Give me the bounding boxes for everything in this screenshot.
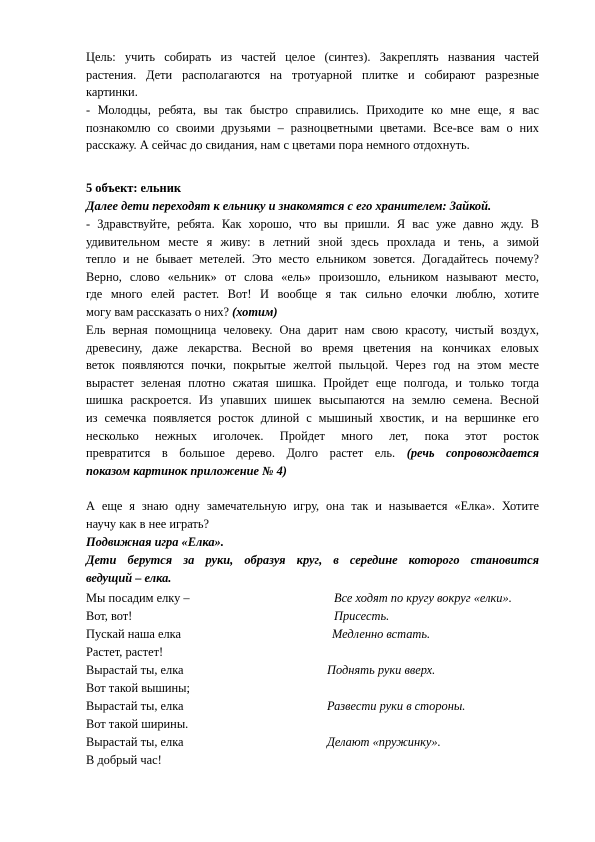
game-row xyxy=(86,752,546,770)
game-row xyxy=(86,590,546,608)
text-line: где много елей растет. Вот! И вообще я так сильно елочки люблю, хотите xyxy=(86,287,539,302)
verse-line: В добрый час! xyxy=(86,753,162,767)
verse-line: Вырастай ты, елка xyxy=(86,699,184,713)
text-line: картинки. xyxy=(86,85,138,100)
game-row xyxy=(86,662,546,680)
game-instructions xyxy=(86,552,539,587)
text-line: - Молодцы, ребята, вы так быстро справились. Приходите ко мне еще, я вас xyxy=(86,103,539,117)
text-line: шишка раскроется. Из упавших шишек высыпаются на землю семена. Весной xyxy=(86,393,539,408)
section-title: 5 объект: ельник xyxy=(86,181,181,195)
game-row xyxy=(86,608,546,626)
verse-line: Вот такой вышины; xyxy=(86,681,190,695)
farewell-paragraph xyxy=(86,102,539,155)
verse-line: Мы посадим елку – xyxy=(86,591,190,605)
text-line xyxy=(86,304,539,322)
action-line: Присесть. xyxy=(334,609,390,623)
action-line: Все ходят по кругу вокруг «елки». xyxy=(334,591,512,605)
action-line: Делают «пружинку». xyxy=(327,735,441,749)
text-line: Дети берутся за руки, образуя круг, в середине которого становится xyxy=(86,553,539,567)
verse-line: Растет, растет! xyxy=(86,645,164,659)
game-title: Подвижная игра «Елка». xyxy=(86,535,224,549)
game-row xyxy=(86,680,546,698)
verse-line: Вот такой ширины. xyxy=(86,717,189,731)
story-end: превратится в большое дерево. Долго растет ель. xyxy=(86,446,396,461)
text-line: тепло и не бывает метелей. Это место ельником зовется. Догадайтесь почему? xyxy=(86,252,539,267)
text-line: веток появляются почки, покрытые желтой пыльцой. Через год на этом месте xyxy=(86,358,539,373)
game-row xyxy=(86,716,546,734)
game-row xyxy=(86,626,546,644)
story-paragraph xyxy=(86,322,539,480)
game-intro-paragraph xyxy=(86,498,539,533)
story-note-end: показом картинок приложение № 4) xyxy=(86,463,287,478)
verse-line: Вырастай ты, елка xyxy=(86,663,184,677)
text-line: из семечка появляется росток длиной с мышиный хвостик, и на вершинке его xyxy=(86,410,539,425)
game-row xyxy=(86,644,546,662)
text-line: - Здравствуйте, ребята. Как хорошо, что вы пришли. Я вас уже давно жду. В xyxy=(86,217,539,231)
greeting-paragraph xyxy=(86,216,539,322)
intro-italic-line: Далее дети переходят к ельнику и знакомятся с его хранителем: Зайкой. xyxy=(86,199,492,213)
action-line: Поднять руки вверх. xyxy=(327,663,436,677)
verse-line: Пускай наша елка xyxy=(86,627,181,641)
action-line: Медленно встать. xyxy=(332,627,431,641)
text-line: древесину, даже лекарства. Весной во время цветения на кончиках еловых xyxy=(86,340,539,355)
text-line: удивительном месте я живу: в летний зной здесь прохлада и тень, а зимой xyxy=(86,234,539,249)
text-line: А еще я знаю одну замечательную игру, она так и называется «Елка». Хотите xyxy=(86,499,539,513)
greeting-question: могу вам рассказать о них? xyxy=(86,304,230,319)
story-note: (речь сопровождается xyxy=(406,446,539,461)
text-line: несколько нежных иголочек. Пройдет много лет, пока этот росток xyxy=(86,428,539,443)
verse-line: Вот, вот! xyxy=(86,609,133,623)
text-line: Цель: учить собирать из частей целое (синтез). Закреплять названия частей xyxy=(86,50,539,64)
intro-note xyxy=(86,198,539,216)
text-line: научу как в нее играть? xyxy=(86,516,209,531)
text-line: растения. Дети располагаются на тротуарной плитке и собирают разрезные xyxy=(86,67,539,82)
text-line: вырастет зеленая плотно сжатая шишка. Пройдет еще полгода, и только тогда xyxy=(86,375,539,390)
text-line: Ель верная помощница человеку. Она дарит нам свою красоту, чистый воздух, xyxy=(86,323,539,337)
children-answer: (хотим) xyxy=(232,304,278,319)
text-line: познакомлю со своими друзьями – разноцветными цветами. Все-все вам о них xyxy=(86,120,539,135)
text-line: расскажу. А сейчас до свидания, нам с цветами пора немного отдохнуть. xyxy=(86,138,470,153)
text-line xyxy=(86,445,539,463)
text-line: ведущий – елка. xyxy=(86,570,172,585)
game-title-block xyxy=(86,534,539,552)
game-row xyxy=(86,698,546,716)
verse-line: Вырастай ты, елка xyxy=(86,735,184,749)
goal-paragraph xyxy=(86,49,539,102)
action-line: Развести руки в стороны. xyxy=(327,699,466,713)
game-row xyxy=(86,734,546,752)
text-line: Верно, слово «ельник» от слова «ель» произошло, ельником называют место, xyxy=(86,269,539,284)
section-heading xyxy=(86,180,539,198)
